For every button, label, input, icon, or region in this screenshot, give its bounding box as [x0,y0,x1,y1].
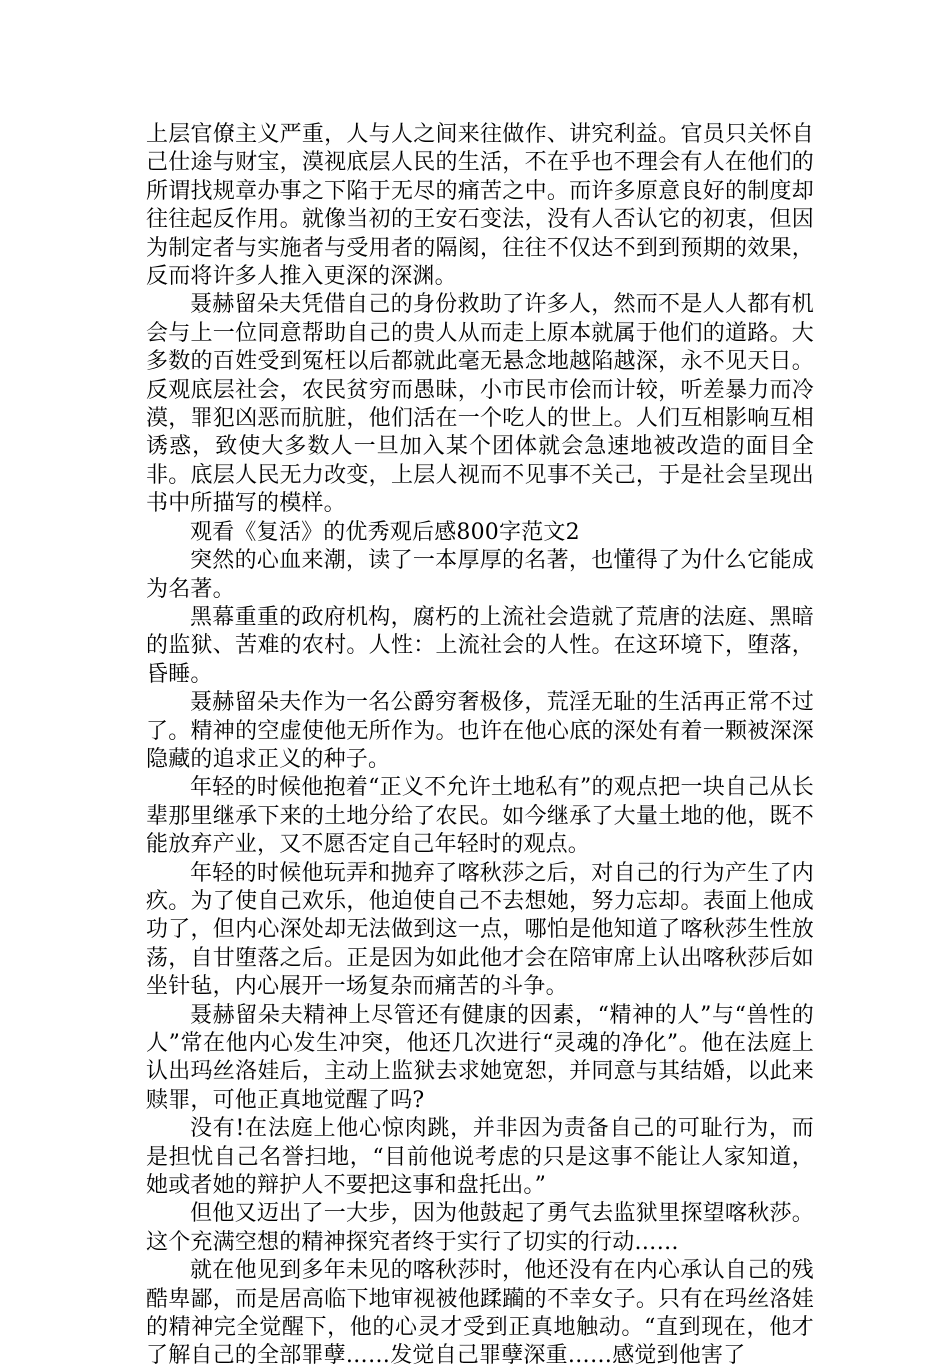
paragraph: 突然的心血来潮，读了一本厚厚的名著，也懂得了为什么它能成为名著。 [146,548,814,602]
paragraph: 黑幕重重的政府机构，腐朽的上流社会造就了荒唐的法庭、黑暗的监狱、苦难的农村。人性：上流社会的人性。在这环境下，堕落，昏睡。 [146,604,814,687]
paragraph: 聂赫留朵夫精神上尽管还有健康的因素，“精神的人”与“兽性的人”常在他内心发生冲突，他还几次进行“灵魂的净化”。他在法庭上认出玛丝洛娃后，主动上监狱去求她宽恕，并同意与其结婚，以此来赎罪，可他正真地觉醒了吗? [146,1002,814,1113]
paragraph: 没有!在法庭上他心惊肉跳，并非因为责备自己的可耻行为，而是担忧自己名誉扫地，“目前他说考虑的只是这事不能让人家知道，她或者她的辩护人不要把这事和盘托出。” [146,1116,814,1199]
paragraph: 但他又迈出了一大步，因为他鼓起了勇气去监狱里探望喀秋莎。这个充满空想的精神探究者终于实行了切实的行动…… [146,1201,814,1255]
paragraph: 年轻的时候他抱着“正义不允许土地私有”的观点把一块自己从长辈那里继承下来的土地分给了农民。如今继承了大量土地的他，既不能放弃产业，又不愿否定自己年轻时的观点。 [146,775,814,858]
paragraph: 上层官僚主义严重，人与人之间来往做作、讲究利益。官员只关怀自己仕途与财宝，漠视底层人民的生活，不在乎也不理会有人在他们的所谓找规章办事之下陷于无尽的痛苦之中。而许多原意良好的制度却往往起反作用。就像当初的王安石变法，没有人否认它的初衷，但因为制定者与实施者与受用者的隔阂，往往不仅达不到到预期的效果，反而将许多人推入更深的深渊。 [146,122,814,290]
paragraph: 聂赫留朵夫凭借自己的身份救助了许多人，然而不是人人都有机会与上一位同意帮助自己的贵人从而走上原本就属于他们的道路。大多数的百姓受到冤枉以后都就此毫无悬念地越陷越深，永不见天日。反观底层社会，农民贫穷而愚昧，小市民市侩而计较，听差暴力而冷漠，罪犯凶恶而肮脏，他们活在一个吃人的世上。人们互相影响互相诱惑，致使大多数人一旦加入某个团体就会急速地被改造的面目全非。底层人民无力改变，上层人视而不见事不关己，于是社会呈现出书中所描写的模样。 [146,292,814,517]
paragraph: 年轻的时候他玩弄和抛弃了喀秋莎之后，对自己的行为产生了内疚。为了使自己欢乐，他迫使自己不去想她，努力忘却。表面上他成功了，但内心深处却无法做到这一点，哪怕是他知道了喀秋莎生性放荡，自甘堕落之后。正是因为如此他才会在陪审席上认出喀秋莎后如坐针毡，内心展开一场复杂而痛苦的斗争。 [146,860,814,1000]
paragraph: 就在他见到多年未见的喀秋莎时，他还没有在内心承认自己的残酷卑鄙，而是居高临下地审视被他蹂躏的不幸女子。只有在玛丝洛娃的精神完全觉醒下，他的心灵才受到正真地触动。“直到现在，他才了解自己的全部罪孽……发觉自己罪孽深重……感觉到他害了 [146,1258,814,1369]
paragraph: 聂赫留朵夫作为一名公爵穷奢极侈，荒淫无耻的生活再正常不过了。精神的空虚使他无所作为。也许在他心底的深处有着一颗被深深隐藏的追求正义的种子。 [146,690,814,772]
section-heading: 观看《复活》的优秀观后感800字范文2 [190,519,580,545]
document-body [146,121,814,1371]
